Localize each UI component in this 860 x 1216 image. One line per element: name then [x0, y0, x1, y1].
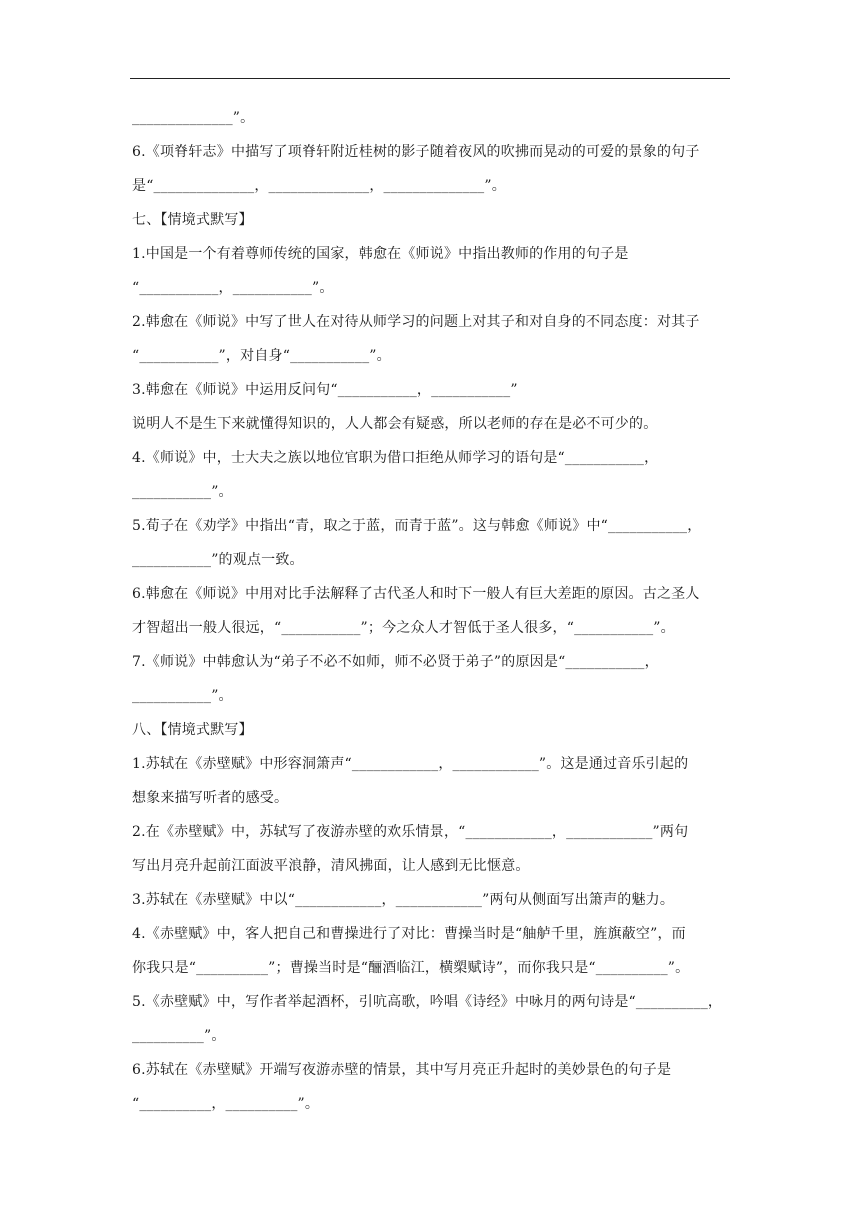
- header-rule: [130, 78, 730, 79]
- document-body: [132, 108, 732, 1114]
- section-heading: 七、【情境式默写】: [132, 212, 253, 228]
- text-line: “__________，__________”。: [132, 1096, 320, 1112]
- text-line: 6.韩愈在《师说》中用对比手法解释了古代圣人和时下一般人有巨大差距的原因。古之圣人: [132, 586, 700, 602]
- text-line: 4.《师说》中，士大夫之族以地位官职为借口拒绝从师学习的语句是“___________，: [132, 450, 659, 466]
- text-line: 4.《赤壁赋》中，客人把自己和曹操进行了对比：曹操当时是“舳舻千里，旌旗蔽空”，而: [132, 926, 686, 942]
- text-line: ______________”。: [132, 110, 255, 126]
- text-line: __________”。: [132, 1028, 226, 1044]
- text-line: 2.韩愈在《师说》中写了世人在对待从师学习的问题上对其子和对自身的不同态度：对其子: [132, 314, 700, 330]
- text-line: 3.韩愈在《师说》中运用反问句“___________，___________”: [132, 382, 518, 398]
- text-line: 1.中国是一个有着尊师传统的国家，韩愈在《师说》中指出教师的作用的句子是: [132, 246, 629, 262]
- text-line: “___________，___________”。: [132, 280, 334, 296]
- text-line: 你我只是“__________”；曹操当时是“酾酒临江，横槊赋诗”，而你我只是“__________”。: [132, 960, 690, 976]
- text-line: 说明人不是生下来就懂得知识的，人人都会有疑惑，所以老师的存在是必不可少的。: [132, 416, 658, 432]
- text-line: 写出月亮升起前江面波平浪静，清风拂面，让人感到无比惬意。: [132, 858, 530, 874]
- text-line: 6.《项脊轩志》中描写了项脊轩附近桂树的影子随着夜风的吹拂而晃动的可爱的景象的句子: [132, 144, 700, 160]
- text-line: 2.在《赤壁赋》中，苏轼写了夜游赤壁的欢乐情景，“____________，____________”两句: [132, 824, 689, 840]
- text-line: 想象来描写听者的感受。: [132, 790, 289, 806]
- text-line: 才智超出一般人很远，“___________”；今之众人才智低于圣人很多，“___________”。: [132, 620, 675, 636]
- text-line: ___________”。: [132, 688, 233, 704]
- text-line: ___________”。: [132, 484, 233, 500]
- text-line: 1.苏轼在《赤壁赋》中形容洞箫声“____________，____________”。这是通过音乐引起的: [132, 756, 689, 772]
- text-line: 5.荀子在《劝学》中指出“青，取之于蓝，而青于蓝”。这与韩愈《师说》中“___________，: [132, 518, 702, 534]
- text-line: 6.苏轼在《赤壁赋》开端写夜游赤壁的情景，其中写月亮正升起时的美妙景色的句子是: [132, 1062, 672, 1078]
- text-line: 3.苏轼在《赤壁赋》中以“____________，____________”两句从侧面写出箫声的魅力。: [132, 892, 675, 908]
- text-line: “___________”，对自身“___________”。: [132, 348, 391, 364]
- section-heading: 八、【情境式默写】: [132, 722, 253, 738]
- text-line: ___________”的观点一致。: [132, 552, 304, 568]
- text-line: 是“______________，______________，______________”。: [132, 178, 506, 194]
- text-line: 5.《赤壁赋》中，写作者举起酒杯，引吭高歌，吟唱《诗经》中咏月的两句诗是“__________，: [132, 994, 723, 1010]
- text-line: 7.《师说》中韩愈认为“弟子不必不如师，师不必贤于弟子”的原因是“___________，: [132, 654, 659, 670]
